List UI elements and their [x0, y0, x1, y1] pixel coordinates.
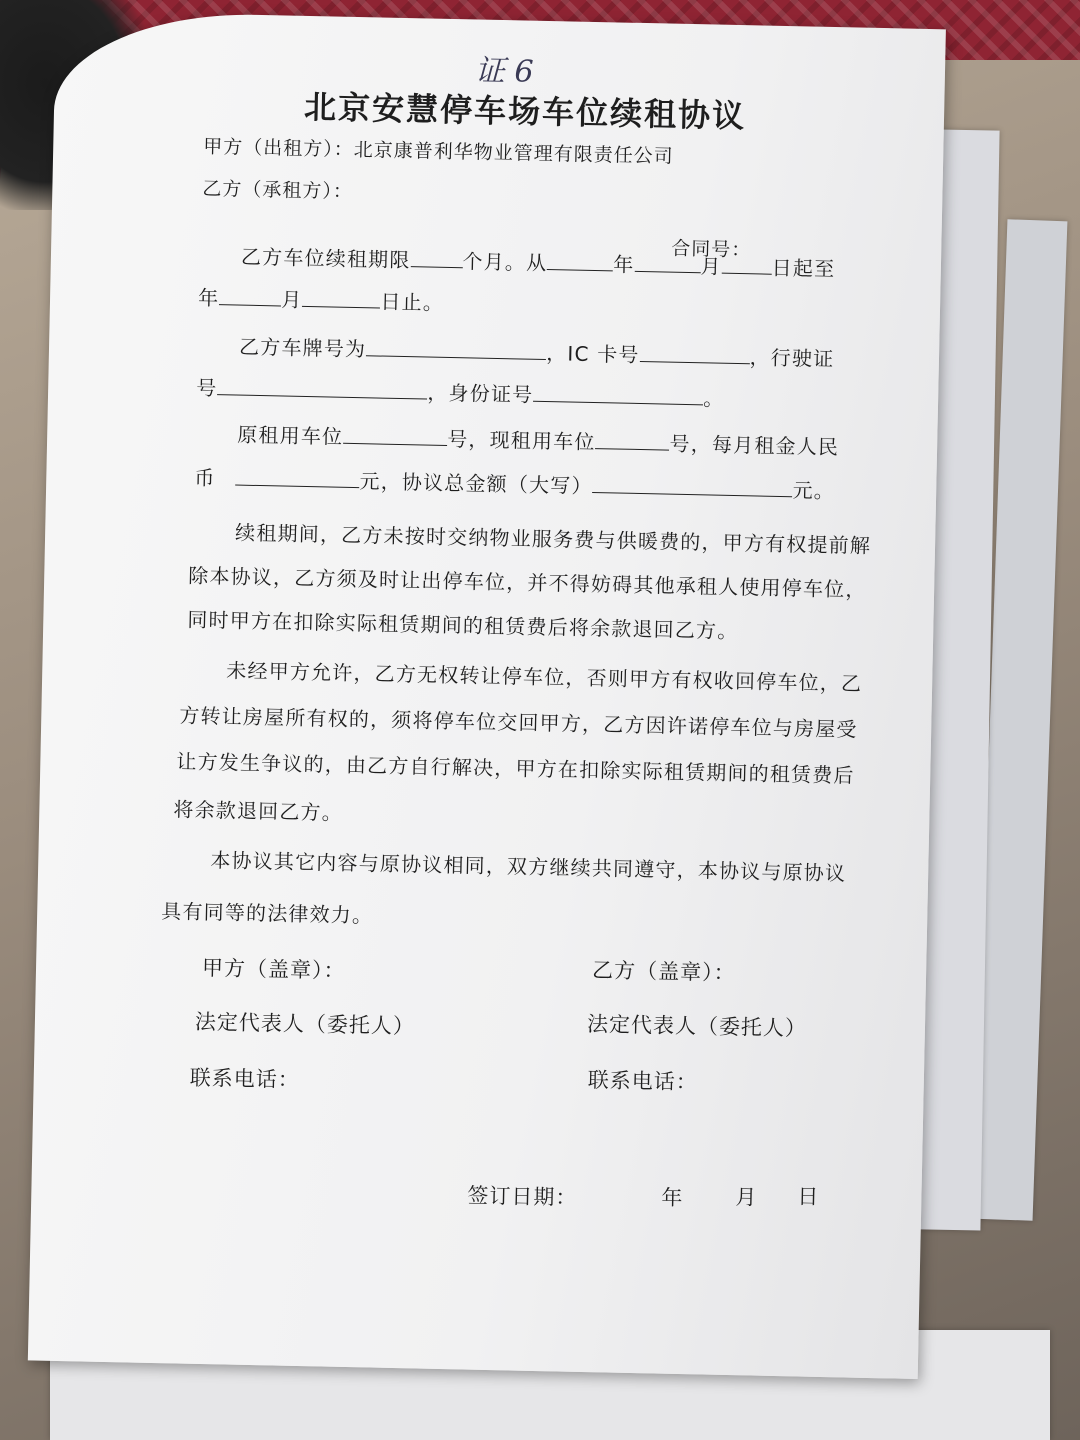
month-text: 月 [700, 254, 722, 279]
date-year-text: 年 [661, 1185, 684, 1211]
hao-text: 号 [195, 375, 218, 401]
plate-blank [366, 337, 546, 360]
plate-label: 乙方车牌号为 [238, 334, 367, 362]
original-space-blank [343, 425, 447, 446]
clause3-line: 本协议其它内容与原协议相同，双方继续共同遵守，本协议与原协议 [210, 848, 847, 886]
party-a-representative-label: 法定代表人（委托人） [194, 1009, 416, 1039]
id-line [196, 372, 725, 412]
space-line [237, 419, 839, 461]
start-end-text: 日起至 [771, 255, 836, 282]
party-a-seal-label: 甲方（盖章）： [201, 955, 346, 983]
plate-line [239, 331, 835, 372]
currency-text: 币 [194, 465, 216, 491]
party-b-representative-label: 法定代表人（委托人） [586, 1012, 808, 1041]
signing-date-label: 签订日期： [467, 1183, 578, 1210]
clause1-line: 同时甲方在扣除实际租赁期间的租赁费后将余款退回乙方。 [187, 607, 739, 644]
end-year-blank [219, 286, 281, 306]
contract-number-label: 合同号： [671, 237, 752, 262]
term-months-text: 个月。从 [462, 249, 548, 276]
clause3-line: 具有同等的法律效力。 [161, 899, 374, 928]
amount-line [194, 462, 835, 504]
party-b-line: 乙方（承租方）： [202, 177, 354, 203]
ic-card-label: ，IC 卡号 [545, 341, 640, 367]
party-a-line: 甲方（出租方）：北京康普利华物业管理有限责任公司 [203, 135, 674, 168]
start-year-blank [547, 251, 613, 271]
original-space-label: 原租用车位 [237, 422, 344, 449]
license-blank [217, 376, 427, 399]
year-text: 年 [197, 285, 220, 311]
clause2-line: 让方发生争议的，由乙方自行解决，甲方在扣除实际租赁期间的租赁费后 [176, 749, 855, 788]
clause2-line: 方转让房屋所有权的，须将停车位交回甲方，乙方因许诺停车位与房屋受 [179, 703, 858, 742]
document-page [28, 11, 946, 1379]
clause1-line: 除本协议，乙方须及时让出停车位，并不得妨碍其他承租人使用停车位， [188, 563, 867, 602]
total-amount-label: 元，协议总金额（大写） [359, 469, 593, 499]
license-label: ，行驶证 [749, 345, 835, 372]
current-space-blank [595, 430, 669, 451]
month-text: 月 [281, 287, 303, 312]
document-title: 北京安慧停车场车位续租协议 [303, 87, 747, 136]
yuan-text: 元。 [792, 478, 836, 504]
monthly-rent-label: 号，每月租金人民 [669, 431, 840, 460]
start-month-blank [634, 253, 700, 273]
term-label: 乙方车位续租期限 [240, 244, 411, 273]
term-end-text: 日止。 [380, 289, 445, 315]
clause1-line: 续租期间，乙方未按时交纳物业服务费与供暖费的，甲方有权提前解 [234, 520, 872, 558]
term-line-2 [198, 282, 445, 316]
party-a-phone-label: 联系电话： [189, 1065, 301, 1093]
total-amount-blank [593, 474, 793, 497]
ic-card-blank [639, 343, 749, 364]
months-blank [410, 248, 462, 268]
date-day-text: 日 [797, 1184, 820, 1209]
handwritten-mark: 证 6 [474, 53, 534, 90]
monthly-rent-blank [235, 467, 359, 489]
party-b-phone-label: 联系电话： [587, 1068, 699, 1095]
clause2-line: 将余款退回乙方。 [173, 797, 344, 825]
clause2-line: 未经甲方允许，乙方无权转让停车位，否则甲方有权收回停车位，乙 [226, 658, 863, 696]
period-text: 。 [703, 386, 725, 411]
id-card-label: ，身份证号 [427, 380, 534, 407]
party-b-seal-label: 乙方（盖章）： [591, 958, 736, 986]
year-text: 年 [613, 252, 635, 277]
end-month-blank [302, 288, 380, 309]
date-month-text: 月 [735, 1185, 758, 1210]
current-space-label: 号，现租用车位 [446, 426, 596, 455]
start-day-blank [722, 255, 772, 275]
id-card-blank [533, 383, 703, 406]
